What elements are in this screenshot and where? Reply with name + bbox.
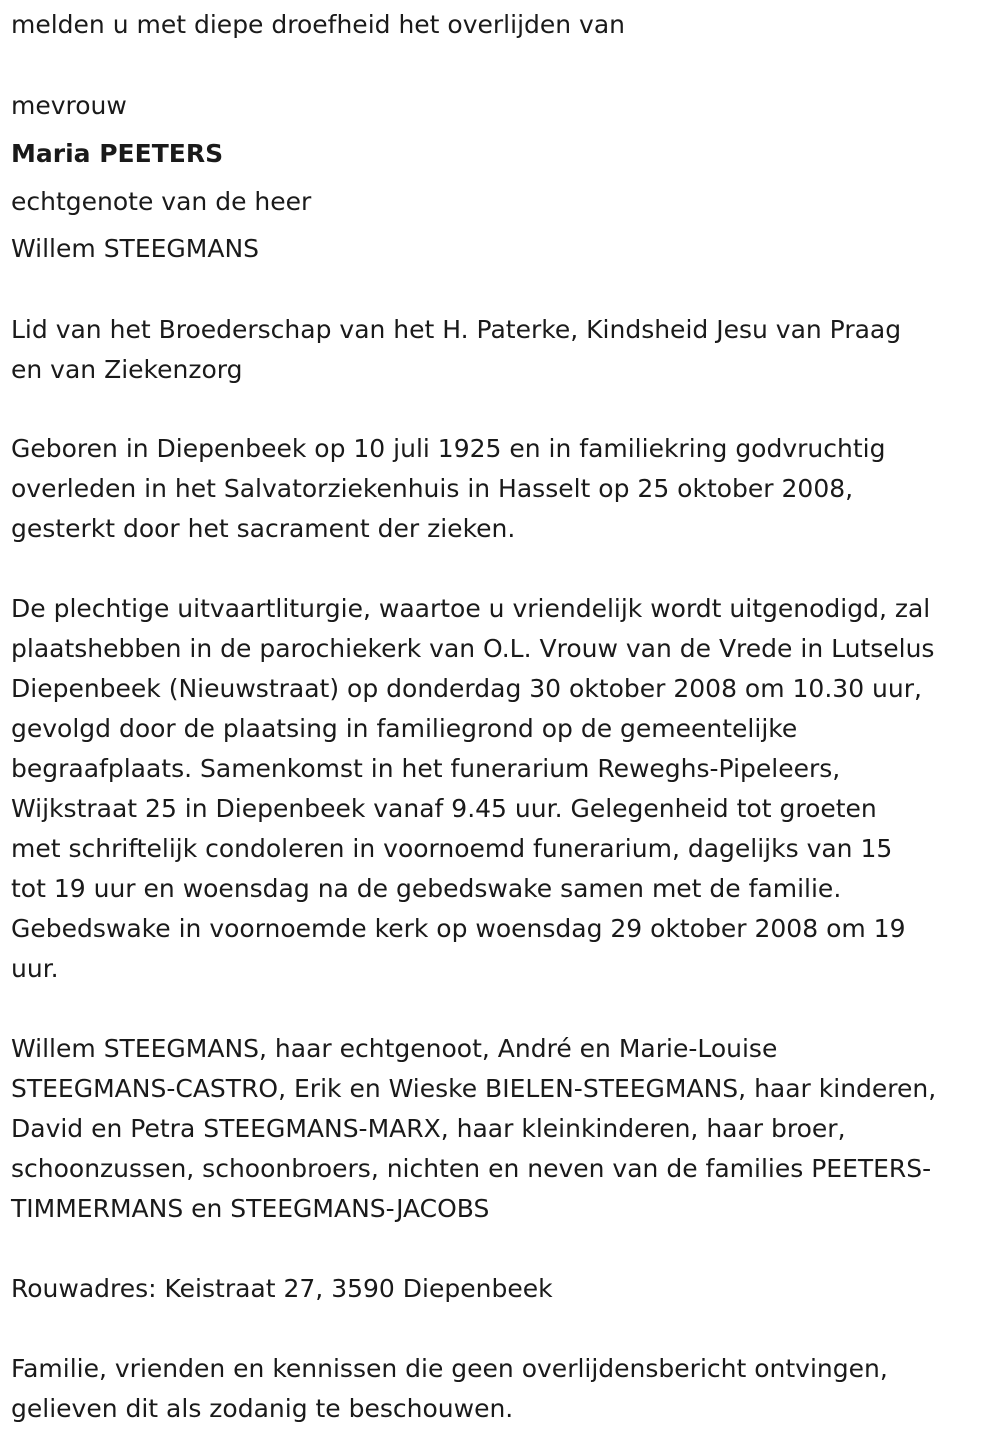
intro-text: melden u met diepe droefheid het overlijden van [11,10,626,39]
spouse-label: echtgenote van de heer [11,187,312,216]
deceased-name: Maria PEETERS [11,139,224,168]
family-paragraph: Willem STEEGMANS, haar echtgenoot, André en Marie-Louise STEEGMANS-CASTRO, Erik en Wieske BIELEN-STEEGMANS, haar kinderen, David en Petra STEEGMANS-MARX, haar kleinkinderen, haar broer, schoonzussen, schoonbroers, nichten en neven van de families PEETERS- TIMMERMANS en STEEGMANS-JACOBS [11,1034,937,1223]
funeral-paragraph: De plechtige uitvaartliturgie, waartoe u vriendelijk wordt uitgenodigd, zal plaatshebben in de parochiekerk van O.L. Vrouw van de Vrede in Lutselus Diepenbeek (Nieuwstraat) op donderdag 30 oktober 2008 om 10.30 uur, gevolgd door de plaatsing in familiegrond op de gemeentelijke begraafplaats. Samenkomst in het funerarium Reweghs-Pipeleers, Wijkstraat 25 in Diepenbeek vanaf 9.45 uur. Gelegenheid tot groeten met schriftelijk condoleren in voornoemd funerarium, dagelijks van 15 tot 19 uur en woensdag na de gebedswake samen met de familie. Gebedswake in voornoemde kerk op woensdag 29 oktober 2008 om 19 uur. [11,594,935,983]
birth-death-paragraph: Geboren in Diepenbeek op 10 juli 1925 en in familiekring godvruchtig overleden in het Salvatorziekenhuis in Hasselt op 25 oktober 2008, gesterkt door het sacrament der zieken. [11,434,886,543]
title-text: mevrouw [11,91,127,120]
address-text: Rouwadres: Keistraat 27, 3590 Diepenbeek [11,1274,553,1303]
spouse-name: Willem STEEGMANS [11,234,260,263]
membership-paragraph: Lid van het Broederschap van het H. Paterke, Kindsheid Jesu van Praag en van Ziekenzorg [11,315,902,384]
closing-paragraph: Familie, vrienden en kennissen die geen overlijdensbericht ontvingen, gelieven dit als zodanig te beschouwen. [11,1354,888,1423]
